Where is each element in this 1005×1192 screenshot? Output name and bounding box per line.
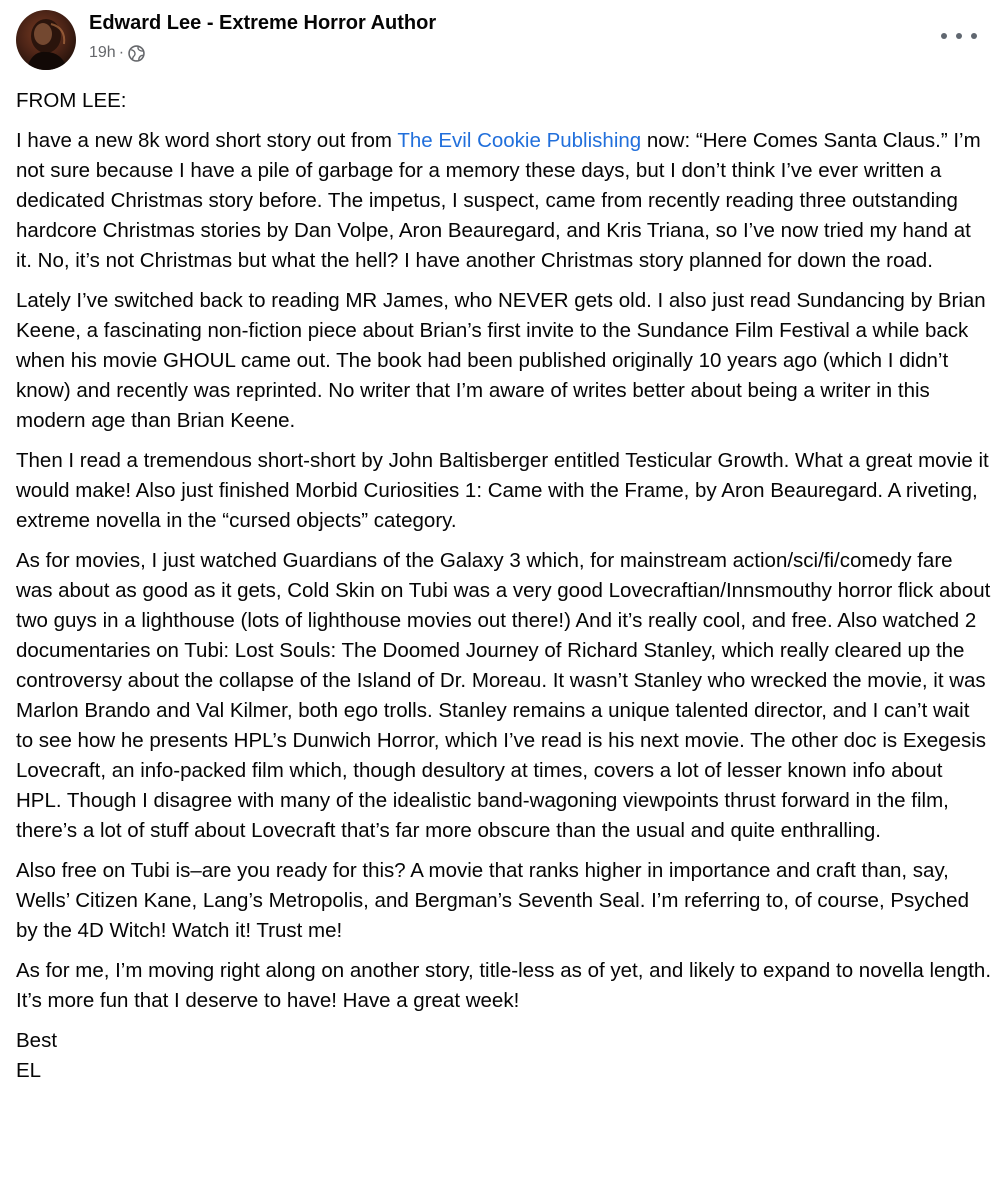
post-intro: FROM LEE: bbox=[16, 89, 127, 112]
post-paragraph-5: Also free on Tubi is–are you ready for this? A movie that ranks higher in importance and craft than, say, Wells’ Citizen Kane, Lang’s Metropolis, and Bergman’s Seventh Seal. I’m referring to, of course, Psyched by the 4D Witch! Watch it! Trust me! bbox=[16, 859, 969, 942]
globe-icon[interactable] bbox=[128, 45, 145, 62]
meta-separator: · bbox=[118, 44, 125, 61]
paragraph-text: now: “Here Comes Santa Claus.” I’m not sure because I have a pile of garbage for a memory these days, but I don’t think I’ve ever written a dedicated Christmas story before. The impetus, I suspect, came from recently reading three outstanding hardcore Christmas stories by Dan Volpe, Aron Beauregard, and Kris Triana, so I’ve now tried my hand at it. No, it’s not Christmas but what the hell? I have another Christmas story planned for down the road. bbox=[16, 129, 981, 272]
post-paragraph-1 bbox=[16, 126, 991, 276]
more-dot bbox=[971, 33, 977, 39]
post-body bbox=[16, 86, 991, 1086]
avatar-image bbox=[16, 10, 76, 70]
post-paragraph-2: Lately I’ve switched back to reading MR James, who NEVER gets old. I also just read Sundancing by Brian Keene, a fascinating non-fiction piece about Brian’s first invite to the Sundance Film Festival a while back when his movie GHOUL came out. The book had been published originally 10 years ago (which I didn’t know) and recently was reprinted. No writer that I’m aware of writes better about being a writer in this modern age than Brian Keene. bbox=[16, 289, 986, 432]
post-paragraph-4: As for movies, I just watched Guardians of the Galaxy 3 which, for mainstream action/sci/fi/comedy fare was about as good as it gets, Cold Skin on Tubi was a very good Lovecraftian/Innsmouthy horror flick about two guys in a lighthouse (lots of lighthouse movies out there!) And it’s really cool, and free. Also watched 2 documentaries on Tubi: Lost Souls: The Doomed Journey of Richard Stanley, which really cleared up the controversy about the collapse of the Island of Dr. Moreau. It wasn’t Stanley who wrecked the movie, it was Marlon Brando and Val Kilmer, both ego trolls. Stanley remains a unique talented director, and I can’t wait to see how he presents HPL’s Dunwich Horror, which I’ve read is his next movie. The other doc is Exegesis Lovecraft, an info-packed film which, though desultory at times, covers a lot of lesser known info about HPL. Though I disagree with many of the idealistic band-wagoning viewpoints thrust forward in the film, there’s a lot of stuff about Lovecraft that’s far more obscure than the usual and quite enthralling. bbox=[16, 549, 991, 842]
post-meta bbox=[89, 44, 145, 62]
signoff-initials: EL bbox=[16, 1059, 42, 1082]
more-options-icon[interactable] bbox=[941, 24, 977, 48]
more-dot bbox=[956, 33, 962, 39]
avatar[interactable] bbox=[16, 10, 76, 70]
author-name[interactable]: Edward Lee - Extreme Horror Author bbox=[89, 12, 437, 34]
post-header bbox=[16, 8, 989, 72]
publisher-link[interactable]: The Evil Cookie Publishing bbox=[397, 129, 642, 152]
signoff-best: Best bbox=[16, 1029, 58, 1052]
more-dot bbox=[941, 33, 947, 39]
post-paragraph-3: Then I read a tremendous short-short by John Baltisberger entitled Testicular Growth. What a great movie it would make! Also just finished Morbid Curiosities 1: Came with the Frame, by Aron Beauregard. A riveting, extreme novella in the “cursed objects” category. bbox=[16, 449, 989, 532]
post-paragraph-6: As for me, I’m moving right along on another story, title-less as of yet, and likely to expand to novella length. It’s more fun that I deserve to have! Have a great week! bbox=[16, 959, 992, 1012]
post-timestamp[interactable]: 19h bbox=[89, 44, 116, 61]
paragraph-text: I have a new 8k word short story out from bbox=[16, 129, 398, 152]
